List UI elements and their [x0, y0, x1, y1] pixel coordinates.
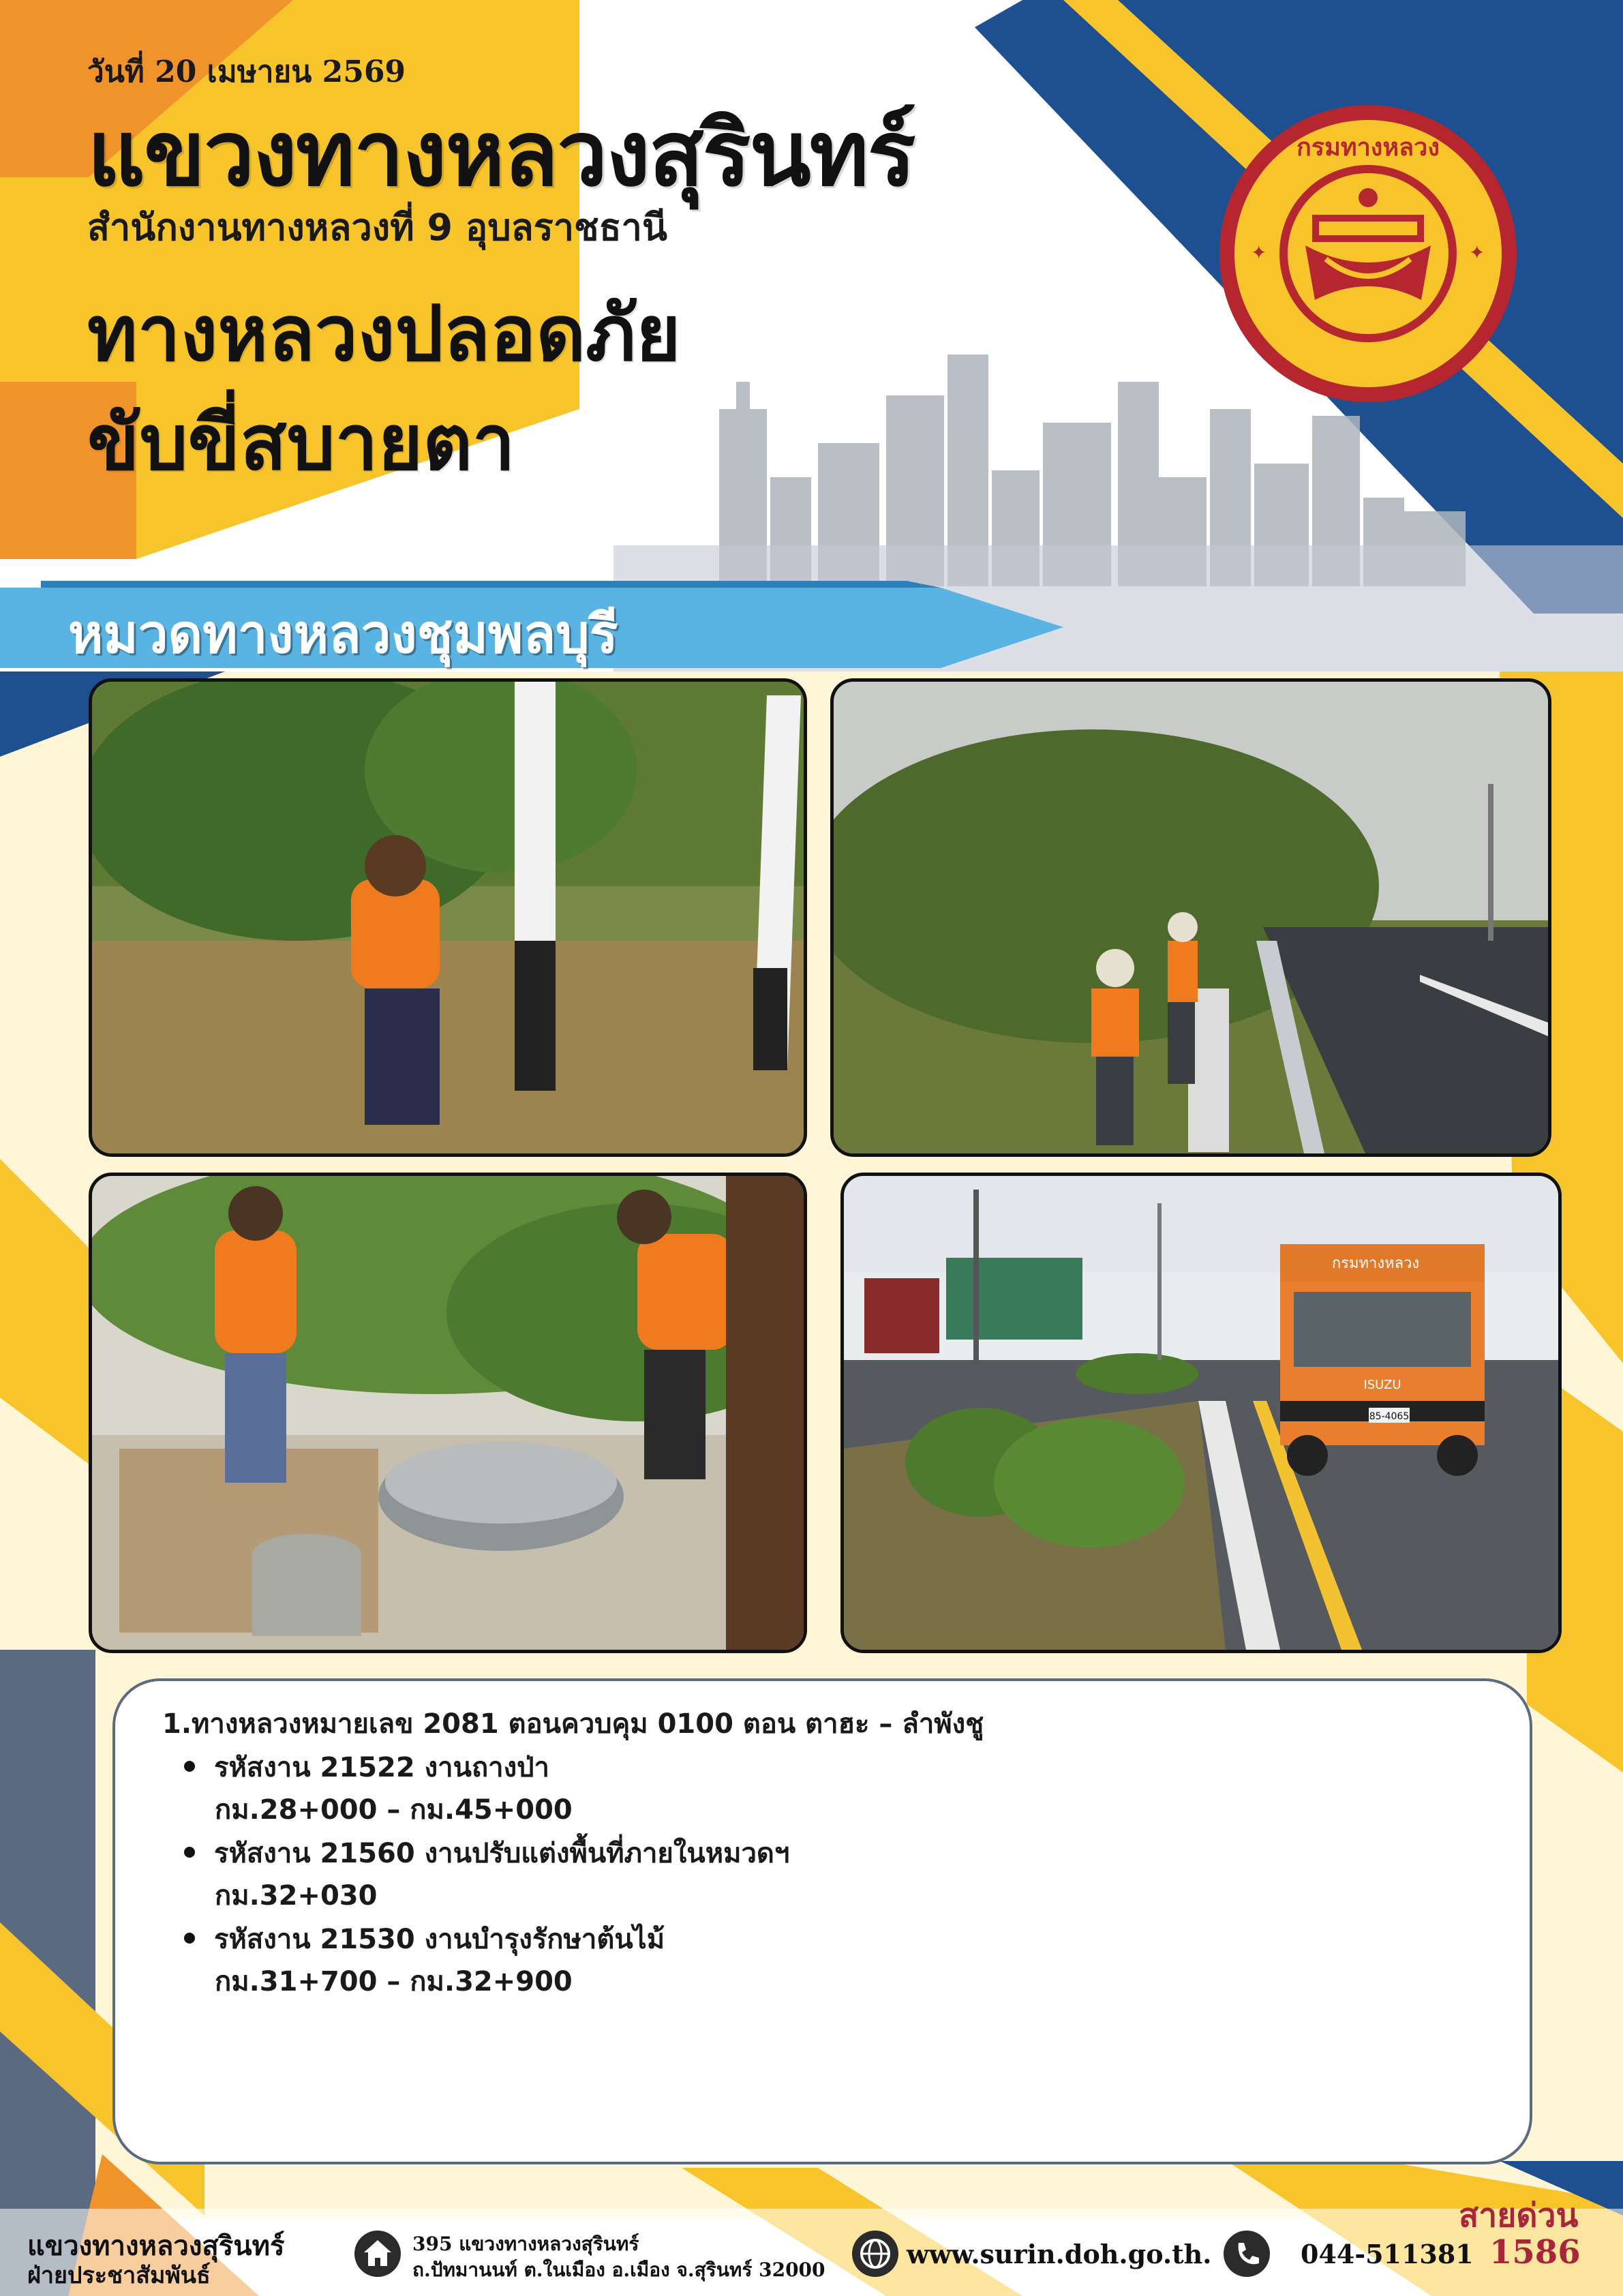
photo-roadside-brush-cutting [830, 678, 1551, 1157]
globe-icon [852, 2231, 898, 2277]
task-title: รหัสงาน 21560 งานปรับแต่งพื้นที่ภายในหมวดฯ [214, 1838, 790, 1869]
task-title: รหัสงาน 21522 งานถางป่า [214, 1752, 550, 1783]
section-title: หมวดทางหลวงชุมพลบุรี [68, 604, 618, 665]
footer-dept: ฝ่ายประชาสัมพันธ์ [27, 2262, 211, 2289]
truck-plate: 85-4065 [1369, 1411, 1410, 1422]
bullet-icon [184, 1847, 195, 1858]
svg-text:✦: ✦ [1469, 241, 1485, 264]
address-line-2: ถ.ปัทมานนท์ ต.ในเมือง อ.เมือง จ.สุรินทร์ 32000 [412, 2259, 825, 2281]
task-km: กม.32+030 [215, 1880, 378, 1912]
bullet-icon [184, 1761, 195, 1772]
task-item-2 [184, 1831, 789, 1875]
department-logo [1217, 102, 1520, 406]
date-label: วันที่ 20 เมษายน 2569 [87, 55, 406, 89]
footer-org: แขวงทางหลวงสุรินทร์ [27, 2231, 285, 2262]
phone-number[interactable]: 044-511381 [1301, 2239, 1474, 2269]
photo-worker-clearing-brush [89, 678, 807, 1157]
home-icon [354, 2231, 401, 2277]
website-link[interactable]: www.surin.doh.go.th. [907, 2239, 1212, 2269]
photo-watering-truck-median [840, 1173, 1562, 1653]
office-subtitle: สำนักงานทางหลวงที่ 9 อุบลราชธานี [87, 206, 667, 249]
svg-text:✦: ✦ [1251, 241, 1267, 264]
hotline-number[interactable]: 1586 [1489, 2233, 1581, 2271]
org-title: แขวงทางหลวงสุรินทร์ [87, 102, 915, 207]
task-title: รหัสงาน 21530 งานบำรุงรักษาต้นไม้ [214, 1924, 665, 1955]
task-item-3 [184, 1917, 665, 1961]
highway-heading: 1.ทางหลวงหมายเลข 2081 ตอนควบคุม 0100 ตอน ตาฮะ – ลำพังชู [162, 1708, 984, 1740]
photo-mixing-concrete [89, 1173, 807, 1653]
task-item-1 [184, 1745, 549, 1789]
task-km: กม.31+700 – กม.32+900 [215, 1966, 573, 1997]
bullet-icon [184, 1933, 195, 1944]
truck-brand: ISUZU [1363, 1378, 1401, 1392]
hotline-label: สายด่วน [1459, 2196, 1579, 2235]
logo-text: กรมทางหลวง [1296, 134, 1440, 162]
phone-icon [1224, 2231, 1270, 2277]
address-line-1: 395 แขวงทางหลวงสุรินทร์ [412, 2233, 639, 2255]
slogan-line-1: ทางหลวงปลอดภัย [87, 290, 681, 378]
slogan-line-2: ขับขี่สบายตา [87, 399, 515, 487]
truck-label: กรมทางหลวง [1331, 1255, 1420, 1272]
task-km: กม.28+000 – กม.45+000 [215, 1794, 573, 1826]
